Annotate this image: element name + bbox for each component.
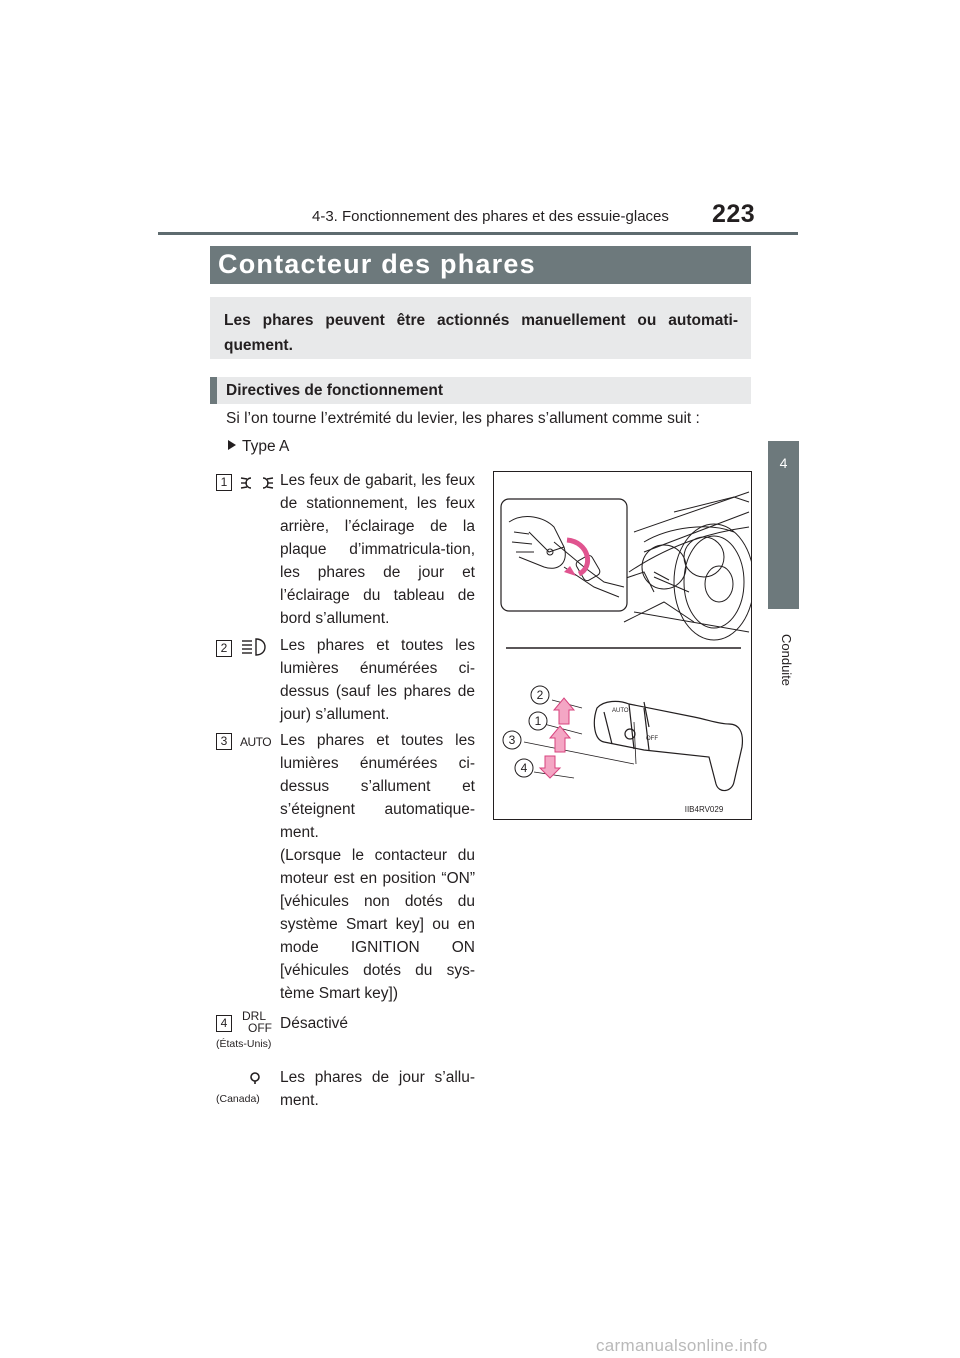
item-text-2: Les phares et toutes les lumières énumérées ci-dessus (sauf les phares de jour) s’allument. xyxy=(280,637,475,723)
switch-label-auto: AUTO xyxy=(612,708,629,714)
chapter-number: 4 xyxy=(779,455,788,471)
figure-illustration xyxy=(494,472,751,819)
off-icon-text: OFF xyxy=(248,1021,272,1035)
callout-4: 4 xyxy=(520,761,528,775)
chapter-tab xyxy=(768,441,799,609)
drl-canada-icon xyxy=(248,1070,262,1084)
lead-paragraph: Si l’on tourne l’extrémité du levier, les phares s’allument comme suit : xyxy=(226,410,700,427)
item-text-4: Désactivé xyxy=(280,1015,349,1032)
item-number-2: 2 xyxy=(216,640,232,657)
watermark: carmanualsonline.info xyxy=(596,1336,768,1355)
item-number-3: 3 xyxy=(216,733,232,750)
callout-1: 1 xyxy=(534,714,542,728)
item-text-3: Les phares et toutes les lumières énumérées ci-dessus s’allument et s’éteignent automatique-ment. xyxy=(280,732,475,841)
type-label xyxy=(228,438,289,456)
running-header: 4-3. Fonctionnement des phares et des essuie-glaces xyxy=(312,208,669,225)
chapter-label: Conduite xyxy=(779,634,794,687)
item-number-4: 4 xyxy=(216,1015,232,1032)
triangle-bullet-icon xyxy=(228,440,236,450)
type-label-text: Type A xyxy=(242,438,290,455)
auto-icon: AUTO xyxy=(240,735,272,749)
parking-light-icon xyxy=(240,474,274,492)
drl-icon-text: DRL xyxy=(242,1009,267,1023)
intro-box xyxy=(210,297,751,359)
drl-off-icon xyxy=(242,1010,272,1034)
section-title-bar xyxy=(210,246,751,284)
canada-note: (Canada) xyxy=(216,1093,260,1105)
intro-text: Les phares peuvent être actionnés manuellement ou automati-quement. xyxy=(224,312,738,354)
subheading-bar xyxy=(210,377,751,404)
headlight-switch-figure xyxy=(493,471,752,820)
headlight-icon xyxy=(240,637,270,657)
item-note-3: (Lorsque le contacteur du moteur est en position “ON” [véhicules non dotés du système Smart key] ou en mode IGNITION ON [véhicules dotés du sys-tème Smart key]) xyxy=(280,847,475,1002)
subheading: Directives de fonctionnement xyxy=(226,382,444,399)
page-number: 223 xyxy=(712,200,756,228)
item-text-1: Les feux de gabarit, les feux de stationnement, les feux arrière, l’éclairage de la plaque d’immatricula-tion, les phares de jour et l’éclairage du tableau de bord s’allument. xyxy=(280,472,475,627)
callout-2: 2 xyxy=(536,688,544,702)
callout-3: 3 xyxy=(508,733,516,747)
section-title: Contacteur des phares xyxy=(218,249,536,279)
header-rule xyxy=(158,232,798,235)
usa-note: (États-Unis) xyxy=(216,1038,272,1050)
switch-label-off: OFF xyxy=(646,736,658,742)
item-number-1: 1 xyxy=(216,474,232,491)
subheading-accent xyxy=(210,377,217,404)
canada-text: Les phares de jour s’allu-ment. xyxy=(280,1069,475,1109)
figure-code: IIB4RV029 xyxy=(684,805,724,814)
